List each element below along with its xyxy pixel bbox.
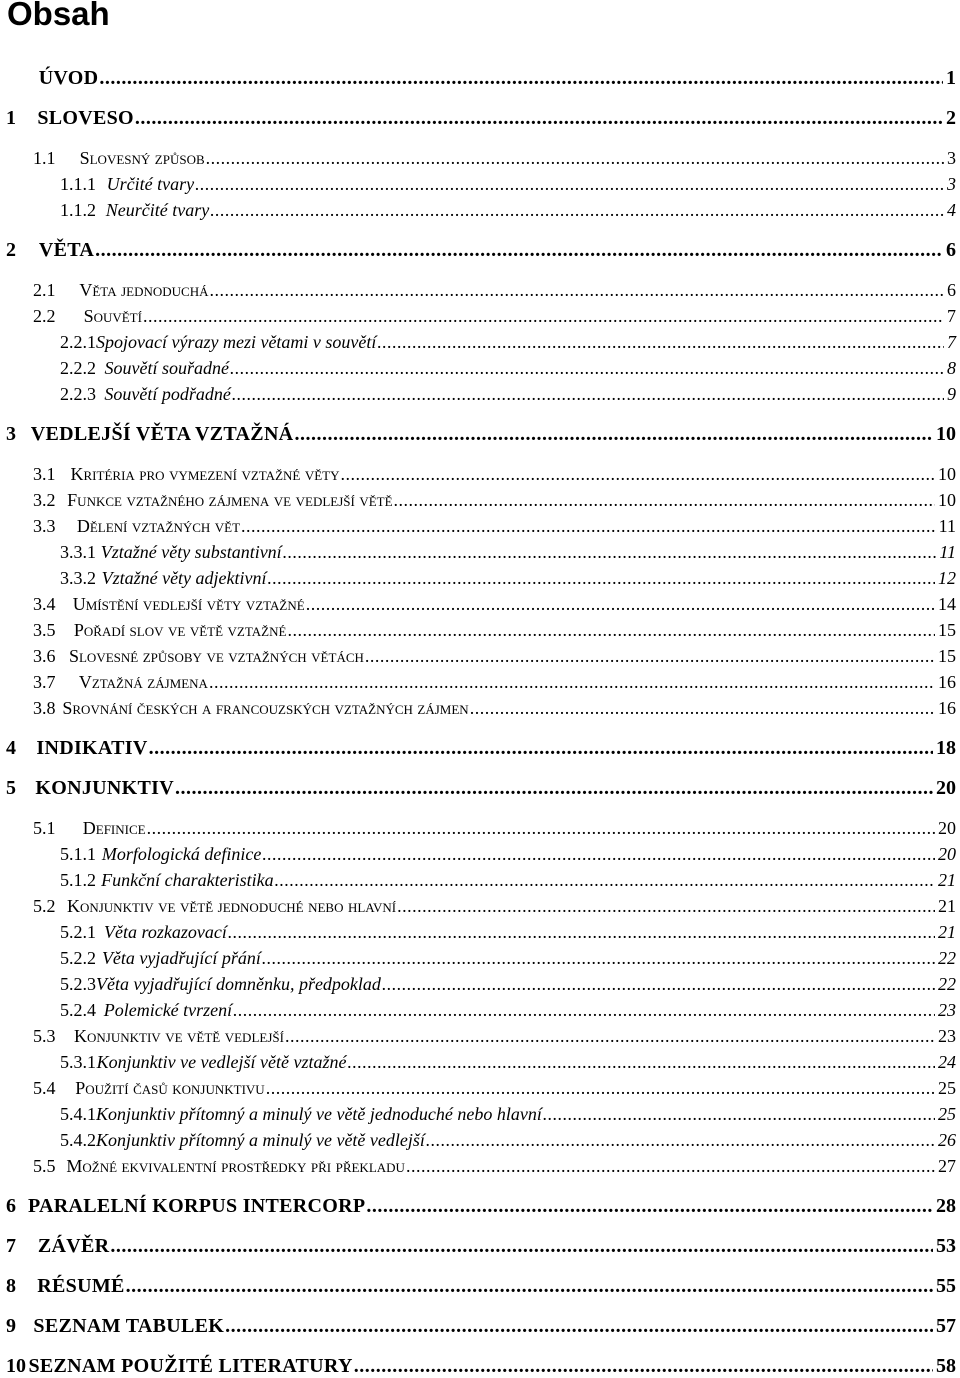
- toc-entry-page: 8: [947, 358, 956, 378]
- toc-entry-page: 22: [938, 974, 956, 994]
- toc-entry[interactable]: [0, 1194, 960, 1218]
- toc-entry-title: INDIKATIV: [36, 737, 148, 759]
- toc-entry-number: 5.2.3: [60, 974, 96, 994]
- toc-entry-number: 5.4.2: [60, 1130, 96, 1150]
- toc-entry[interactable]: [0, 278, 960, 302]
- toc-entry[interactable]: [0, 816, 960, 840]
- toc-entry-title: Věta vyjadřující přání: [101, 948, 261, 968]
- toc-entry[interactable]: [0, 566, 960, 590]
- toc-entry[interactable]: [0, 462, 960, 486]
- toc-entry[interactable]: [0, 1234, 960, 1258]
- toc-entry-title: SEZNAM POUŽITÉ LITERATURY: [28, 1355, 353, 1377]
- toc-entry-number: 5.3.1: [60, 1052, 96, 1072]
- toc-entry-page: 20: [938, 844, 956, 864]
- toc-entry-page: 12: [938, 568, 956, 588]
- toc-entry-title: Funkční charakteristika: [101, 870, 274, 890]
- toc-entry-title: Dělení vztažných vět: [76, 516, 241, 536]
- toc-entry[interactable]: [0, 592, 960, 616]
- toc-entry[interactable]: [0, 618, 960, 642]
- toc-entry-number: 2.1: [33, 280, 56, 300]
- toc-entry[interactable]: [0, 382, 960, 406]
- toc-entry[interactable]: [0, 1024, 960, 1048]
- toc-entry-number: 5.1: [33, 818, 56, 838]
- dot-leader: [110, 1234, 933, 1258]
- toc-entry-number: 3.6: [33, 646, 56, 666]
- toc-entry-page: 27: [938, 1156, 956, 1176]
- dot-leader: [225, 1314, 933, 1338]
- dot-leader: [354, 1354, 933, 1378]
- toc-entry-title: Konjunktiv ve větě vedlejší: [74, 1026, 284, 1046]
- toc-entry-title: ÚVOD: [38, 67, 99, 89]
- toc-entry-number: 2: [6, 239, 16, 261]
- toc-entry-page: 4: [947, 200, 956, 220]
- dot-leader: [206, 146, 944, 170]
- dot-leader: [210, 198, 944, 222]
- toc-entry-number: 7: [6, 1235, 16, 1257]
- dot-leader: [406, 1154, 935, 1178]
- toc-entry-number: 5.3: [33, 1026, 56, 1046]
- toc-entry-page: 11: [938, 516, 956, 536]
- toc-entry-title: Neurčité tvary: [105, 200, 210, 220]
- toc-entry-page: 6: [947, 280, 956, 300]
- toc-entry-title: SEZNAM TABULEK: [33, 1315, 225, 1337]
- toc-entry[interactable]: [0, 920, 960, 944]
- dot-leader: [209, 670, 935, 694]
- toc-entry[interactable]: [0, 696, 960, 720]
- toc-entry-number: 1.1.2: [60, 200, 96, 220]
- toc-entry[interactable]: [0, 670, 960, 694]
- toc-entry-page: 11: [939, 542, 956, 562]
- toc-entry-title: KONJUNKTIV: [35, 777, 174, 799]
- toc-entry[interactable]: [0, 146, 960, 170]
- toc-entry-title: Souvětí souřadné: [104, 358, 229, 378]
- toc-entry-number: 5: [6, 777, 16, 799]
- toc-entry-title: ZÁVĚR: [37, 1235, 110, 1257]
- toc-entry-number: 1: [6, 107, 16, 129]
- toc-entry[interactable]: [0, 540, 960, 564]
- dot-leader: [262, 842, 935, 866]
- toc-entry-number: 3.8: [33, 698, 56, 718]
- toc-entry-title: Použití časů konjunktivu: [75, 1078, 265, 1098]
- toc-entry-title: Konjunktiv ve větě jednoduché nebo hlavní: [66, 896, 397, 916]
- dot-leader: [275, 868, 935, 892]
- dot-leader: [394, 488, 935, 512]
- toc-entry[interactable]: [0, 842, 960, 866]
- toc-entry-number: 5.2.4: [60, 1000, 96, 1020]
- toc-entry[interactable]: [0, 972, 960, 996]
- toc-entry-title: Možné ekvivalentní prostředky při překladu: [66, 1156, 405, 1176]
- toc-entry-number: 2.2: [33, 306, 56, 326]
- toc-entry-title: Vztažné věty adjektivní: [101, 568, 267, 588]
- toc-entry-page: 20: [936, 777, 956, 799]
- toc-entry-title: SLOVESO: [37, 107, 134, 129]
- dot-leader: [470, 696, 935, 720]
- toc-entry-title: Slovesné způsoby ve vztažných větách: [68, 646, 364, 666]
- toc-entry-number: 3.5: [33, 620, 56, 640]
- toc-entry-number: 3.1: [33, 464, 56, 484]
- toc-entry-title: Konjunktiv ve vedlejší větě vztažné: [96, 1052, 347, 1072]
- toc-entry-title: Spojovací výrazy mezi větami v souvětí: [96, 332, 377, 352]
- toc-entry-page: 21: [938, 896, 956, 916]
- toc-entry-title: PARALELNÍ KORPUS INTERCORP: [27, 1195, 366, 1217]
- toc-entry-number: 5.1.2: [60, 870, 96, 890]
- toc-entry[interactable]: [0, 1274, 960, 1298]
- dot-leader: [95, 238, 943, 262]
- toc-entry-page: 26: [938, 1130, 956, 1150]
- toc-entry-page: 22: [938, 948, 956, 968]
- toc-entry-title: Konjunktiv přítomný a minulý ve větě vedlejší: [96, 1130, 425, 1150]
- toc-entry[interactable]: [0, 330, 960, 354]
- dot-leader: [341, 462, 936, 486]
- dot-leader: [426, 1128, 935, 1152]
- toc-entry-page: 24: [938, 1052, 956, 1072]
- toc-entry-title: Vztažná zájmena: [78, 672, 208, 692]
- toc-entry[interactable]: [0, 106, 960, 130]
- dot-leader: [266, 1076, 935, 1100]
- toc-entry[interactable]: [0, 198, 960, 222]
- toc-entry-page: 28: [936, 1195, 956, 1217]
- toc-entry-number: 9: [6, 1315, 16, 1337]
- toc-entry[interactable]: [0, 356, 960, 380]
- toc-entry-number: 3.2: [33, 490, 56, 510]
- toc-entry-number: 1.1.1: [60, 174, 96, 194]
- toc-entry-number: 3.3: [33, 516, 56, 536]
- toc-entry-title: RÉSUMÉ: [37, 1275, 125, 1297]
- toc-entry[interactable]: [0, 1102, 960, 1126]
- toc-entry-title: Věta rozkazovací: [104, 922, 227, 942]
- toc-entry-number: 5.4: [33, 1078, 56, 1098]
- toc-entry-title: Funkce vztažného zájmena ve vedlejší větě: [67, 490, 393, 510]
- toc-entry-title: VEDLEJŠÍ VĚTA VZTAŽNÁ: [30, 423, 294, 445]
- toc-entry-page: 1: [946, 67, 956, 89]
- toc-entry-title: Morfologická definice: [101, 844, 262, 864]
- toc-entry-title: Slovesný způsob: [79, 148, 205, 168]
- toc-entry-number: 3.3.1: [60, 542, 96, 562]
- dot-leader: [543, 1102, 935, 1126]
- toc-entry-title: VĚTA: [38, 239, 95, 261]
- toc-entry-title: Souvětí: [83, 306, 142, 326]
- toc-entry-number: 5.5: [33, 1156, 56, 1176]
- toc-entry-title: Vztažné věty substantivní: [100, 542, 282, 562]
- toc-entry-page: 18: [936, 737, 956, 759]
- toc-entry-page: 10: [938, 464, 956, 484]
- toc-entry[interactable]: [0, 894, 960, 918]
- toc-entry-number: 1.1: [33, 148, 56, 168]
- page-title: Obsah: [7, 0, 110, 32]
- dot-leader: [143, 304, 944, 328]
- dot-leader: [195, 172, 944, 196]
- dot-leader: [377, 330, 944, 354]
- dot-leader: [397, 894, 935, 918]
- toc-entry-page: 21: [938, 870, 956, 890]
- toc-entry-page: 10: [938, 490, 956, 510]
- toc-entry-title: Pořadí slov ve větě vztažné: [73, 620, 287, 640]
- dot-leader: [209, 278, 944, 302]
- dot-leader: [365, 644, 935, 668]
- dot-leader: [268, 566, 935, 590]
- toc-entry-page: 3: [947, 174, 956, 194]
- toc-entry-number: 8: [6, 1275, 16, 1297]
- toc-entry-title: Věta jednoduchá: [79, 280, 209, 300]
- toc-entry-title: Definice: [82, 818, 146, 838]
- toc-entry-number: 4: [6, 737, 16, 759]
- toc-entry-page: 10: [936, 423, 956, 445]
- toc-entry-page: 55: [936, 1275, 956, 1297]
- toc-entry-number: 2.2.2: [60, 358, 96, 378]
- toc-entry-page: 2: [946, 107, 956, 129]
- dot-leader: [306, 592, 935, 616]
- dot-leader: [175, 776, 933, 800]
- dot-leader: [241, 514, 936, 538]
- dot-leader: [228, 920, 935, 944]
- dot-leader: [147, 816, 935, 840]
- toc-entry[interactable]: [0, 1154, 960, 1178]
- toc-entry-title: Umístění vedlejší věty vztažné: [72, 594, 305, 614]
- toc-entry-page: 7: [947, 332, 956, 352]
- dot-leader: [99, 66, 943, 90]
- toc-entry-title: Souvětí podřadné: [104, 384, 231, 404]
- toc-entry-page: 23: [938, 1026, 956, 1046]
- dot-leader: [285, 1024, 935, 1048]
- toc-entry[interactable]: [0, 1076, 960, 1100]
- toc-entry-page: 7: [947, 306, 956, 326]
- toc-entry-page: 21: [938, 922, 956, 942]
- toc-entry-page: 23: [938, 1000, 956, 1020]
- toc-entry[interactable]: [0, 238, 960, 262]
- toc-entry-title: Srovnání českých a francouzských vztažných zájmen: [62, 698, 469, 718]
- toc-entry[interactable]: [0, 868, 960, 892]
- toc-entry-page: 25: [938, 1104, 956, 1124]
- toc-entry[interactable]: [0, 488, 960, 512]
- dot-leader: [366, 1194, 933, 1218]
- toc-entry[interactable]: [0, 1128, 960, 1152]
- toc-entry-number: 3.4: [33, 594, 56, 614]
- toc-entry-title: Konjunktiv přítomný a minulý ve větě jednoduché nebo hlavní: [96, 1104, 542, 1124]
- toc-entry-page: 6: [946, 239, 956, 261]
- toc-entry-page: 25: [938, 1078, 956, 1098]
- toc-entry-title: Polemické tvrzení: [103, 1000, 233, 1020]
- dot-leader: [382, 972, 935, 996]
- dot-leader: [348, 1050, 936, 1074]
- toc-entry-page: 3: [947, 148, 956, 168]
- dot-leader: [149, 736, 933, 760]
- toc-entry-page: 57: [936, 1315, 956, 1337]
- dot-leader: [232, 382, 944, 406]
- toc-entry-title: Věta vyjadřující domněnku, předpoklad: [96, 974, 381, 994]
- dot-leader: [283, 540, 937, 564]
- toc-entry[interactable]: [0, 1050, 960, 1074]
- toc-entry-page: 16: [938, 698, 956, 718]
- toc-entry[interactable]: [0, 1354, 960, 1378]
- toc-entry[interactable]: [0, 422, 960, 446]
- toc-entry-page: 20: [938, 818, 956, 838]
- toc-entry-number: 5.4.1: [60, 1104, 96, 1124]
- toc-entry[interactable]: [0, 644, 960, 668]
- toc-entry[interactable]: [0, 736, 960, 760]
- dot-leader: [135, 106, 943, 130]
- toc-entry[interactable]: [0, 66, 960, 90]
- dot-leader: [230, 356, 944, 380]
- toc-entry[interactable]: [0, 1314, 960, 1338]
- toc-entry-number: 2.2.1: [60, 332, 96, 352]
- toc-entry[interactable]: [0, 514, 960, 538]
- toc-entry-page: 14: [938, 594, 956, 614]
- toc-entry-page: 58: [936, 1355, 956, 1377]
- toc-entry-page: 9: [947, 384, 956, 404]
- dot-leader: [233, 998, 935, 1022]
- toc-entry-page: 16: [938, 672, 956, 692]
- dot-leader: [294, 422, 933, 446]
- toc-entry-number: 3.7: [33, 672, 56, 692]
- toc-entry[interactable]: [0, 304, 960, 328]
- toc-entry-number: 5.1.1: [60, 844, 96, 864]
- dot-leader: [126, 1274, 933, 1298]
- toc-entry[interactable]: [0, 946, 960, 970]
- toc-entry-page: 15: [938, 646, 956, 666]
- toc-entry-number: 6: [6, 1195, 16, 1217]
- toc-entry-title: Kritéria pro vymezení vztažné věty: [70, 464, 340, 484]
- toc-entry[interactable]: [0, 172, 960, 196]
- toc-entry[interactable]: [0, 998, 960, 1022]
- toc-entry-page: 53: [936, 1235, 956, 1257]
- dot-leader: [262, 946, 935, 970]
- toc-entry-number: 10: [6, 1355, 26, 1377]
- toc-entry-number: 2.2.3: [60, 384, 96, 404]
- toc-entry-title: Určité tvary: [106, 174, 195, 194]
- toc-entry-page: 15: [938, 620, 956, 640]
- toc-entry-number: 5.2.1: [60, 922, 96, 942]
- toc-entry[interactable]: [0, 776, 960, 800]
- dot-leader: [287, 618, 935, 642]
- toc-entry-number: 3: [6, 423, 16, 445]
- toc-entry-number: 5.2.2: [60, 948, 96, 968]
- toc-entry-number: 3.3.2: [60, 568, 96, 588]
- toc-entry-number: 5.2: [33, 896, 56, 916]
